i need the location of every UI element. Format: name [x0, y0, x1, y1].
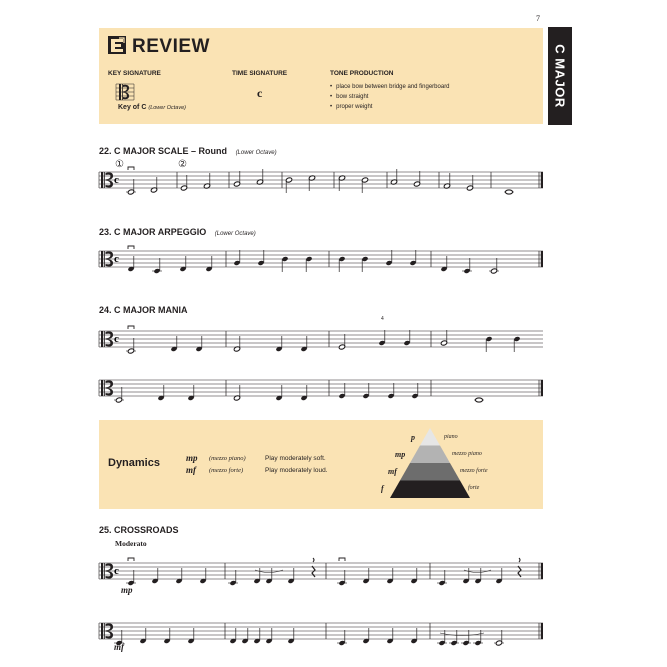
staff-exercise-25-line-1	[99, 557, 543, 587]
down-bow-icon	[128, 167, 134, 170]
tone-production-heading: TONE PRODUCTION	[330, 70, 394, 77]
pyramid-layer-piano	[420, 428, 440, 446]
pyramid-symbol-f: f	[381, 484, 384, 493]
side-tab	[548, 27, 572, 125]
exercise-23-title	[99, 227, 256, 237]
round-marker-2: ②	[178, 159, 187, 170]
key-signature-note: (Lower Octave)	[148, 105, 186, 111]
review-logo-icon	[108, 36, 126, 54]
exercise-25-title	[99, 525, 179, 535]
tempo-marking: Moderato	[115, 539, 147, 548]
final-barline	[541, 380, 543, 396]
pyramid-label-mezzo-forte: mezzo forte	[460, 468, 488, 474]
fingering-mark: 4	[381, 316, 384, 322]
pyramid-label-mezzo-piano: mezzo piano	[452, 451, 482, 457]
dynamic-symbol-mf: mf	[186, 465, 196, 475]
exercise-22-title	[99, 146, 277, 156]
exercise-name: C MAJOR SCALE – Round	[114, 146, 228, 156]
down-bow-icon	[128, 246, 134, 249]
pyramid-layer-forte	[390, 481, 470, 499]
common-time-symbol: c	[257, 86, 263, 100]
pyramid-label-forte: forte	[468, 485, 480, 491]
final-barline	[541, 623, 543, 639]
whole-note	[475, 398, 482, 402]
down-bow-icon	[339, 558, 345, 561]
pyramid-symbol-mp: mp	[395, 450, 406, 459]
final-barline	[541, 251, 543, 267]
bow-lift-icon	[313, 558, 314, 562]
staff-exercise-24-line-1	[99, 325, 543, 355]
pyramid-symbol-p: p	[411, 433, 415, 442]
staff-dynamic-mp: mp	[121, 585, 133, 595]
common-time-icon: c	[114, 565, 119, 577]
quarter-rest-icon	[518, 566, 521, 577]
time-signature-heading: TIME SIGNATURE	[232, 70, 288, 77]
exercise-number: 24.	[99, 305, 112, 315]
staff-exercise-25-line-2	[99, 617, 543, 647]
dynamic-name-mp: (mezzo piano)	[209, 455, 246, 462]
down-bow-icon	[128, 326, 134, 329]
pyramid-layer-mezzo-forte	[400, 463, 460, 481]
final-barline	[541, 563, 543, 579]
pyramid-layer-mezzo-piano	[410, 446, 450, 464]
pyramid-symbol-mf: mf	[388, 467, 397, 476]
exercise-number: 25.	[99, 525, 112, 535]
common-time-icon: c	[114, 174, 119, 186]
exercise-note: (Lower Octave)	[235, 150, 277, 156]
exercise-note: (Lower Octave)	[214, 231, 256, 237]
final-barline	[541, 172, 543, 188]
dynamic-desc-mf: Play moderately loud.	[265, 467, 328, 474]
exercise-24-title	[99, 305, 188, 315]
key-signature-heading: KEY SIGNATURE	[108, 70, 161, 77]
dynamics-title: Dynamics	[108, 457, 160, 469]
staff-exercise-23	[99, 245, 543, 275]
dynamics-panel	[99, 420, 543, 509]
exercise-name: C MAJOR MANIA	[114, 305, 188, 315]
exercise-name: CROSSROADS	[114, 525, 179, 535]
page-number: 7	[536, 14, 540, 23]
down-bow-icon	[128, 558, 134, 561]
pyramid-label-piano: piano	[444, 434, 458, 440]
common-time-icon: c	[114, 333, 119, 345]
dynamics-pyramid	[390, 428, 470, 498]
exercise-name: C MAJOR ARPEGGIO	[114, 227, 207, 237]
side-tab-label: C MAJOR	[552, 44, 568, 108]
exercise-number: 23.	[99, 227, 112, 237]
dynamic-desc-mp: Play moderately soft.	[265, 455, 326, 462]
whole-note	[505, 190, 512, 194]
staff-exercise-22	[99, 166, 543, 196]
key-signature-staff	[116, 82, 134, 102]
dynamic-name-mf: (mezzo forte)	[209, 467, 244, 474]
tone-item: • proper weight	[330, 102, 450, 112]
tone-production-list	[330, 82, 450, 112]
bow-lift-icon	[519, 558, 520, 562]
dynamic-symbol-mp: mp	[186, 453, 198, 463]
staff-dynamic-mf: mf	[114, 642, 124, 652]
staff-exercise-24-line-2	[99, 374, 543, 404]
review-title: REVIEW	[132, 36, 210, 57]
quarter-rest-icon	[312, 566, 315, 577]
round-marker-1: ①	[115, 159, 124, 170]
key-signature-caption	[118, 104, 186, 111]
exercise-number: 22.	[99, 146, 112, 156]
tone-item: • place bow between bridge and fingerboard	[330, 82, 450, 92]
common-time-icon: c	[114, 253, 119, 265]
tone-item: • bow straight	[330, 92, 450, 102]
key-signature-label: Key of C	[118, 104, 147, 111]
